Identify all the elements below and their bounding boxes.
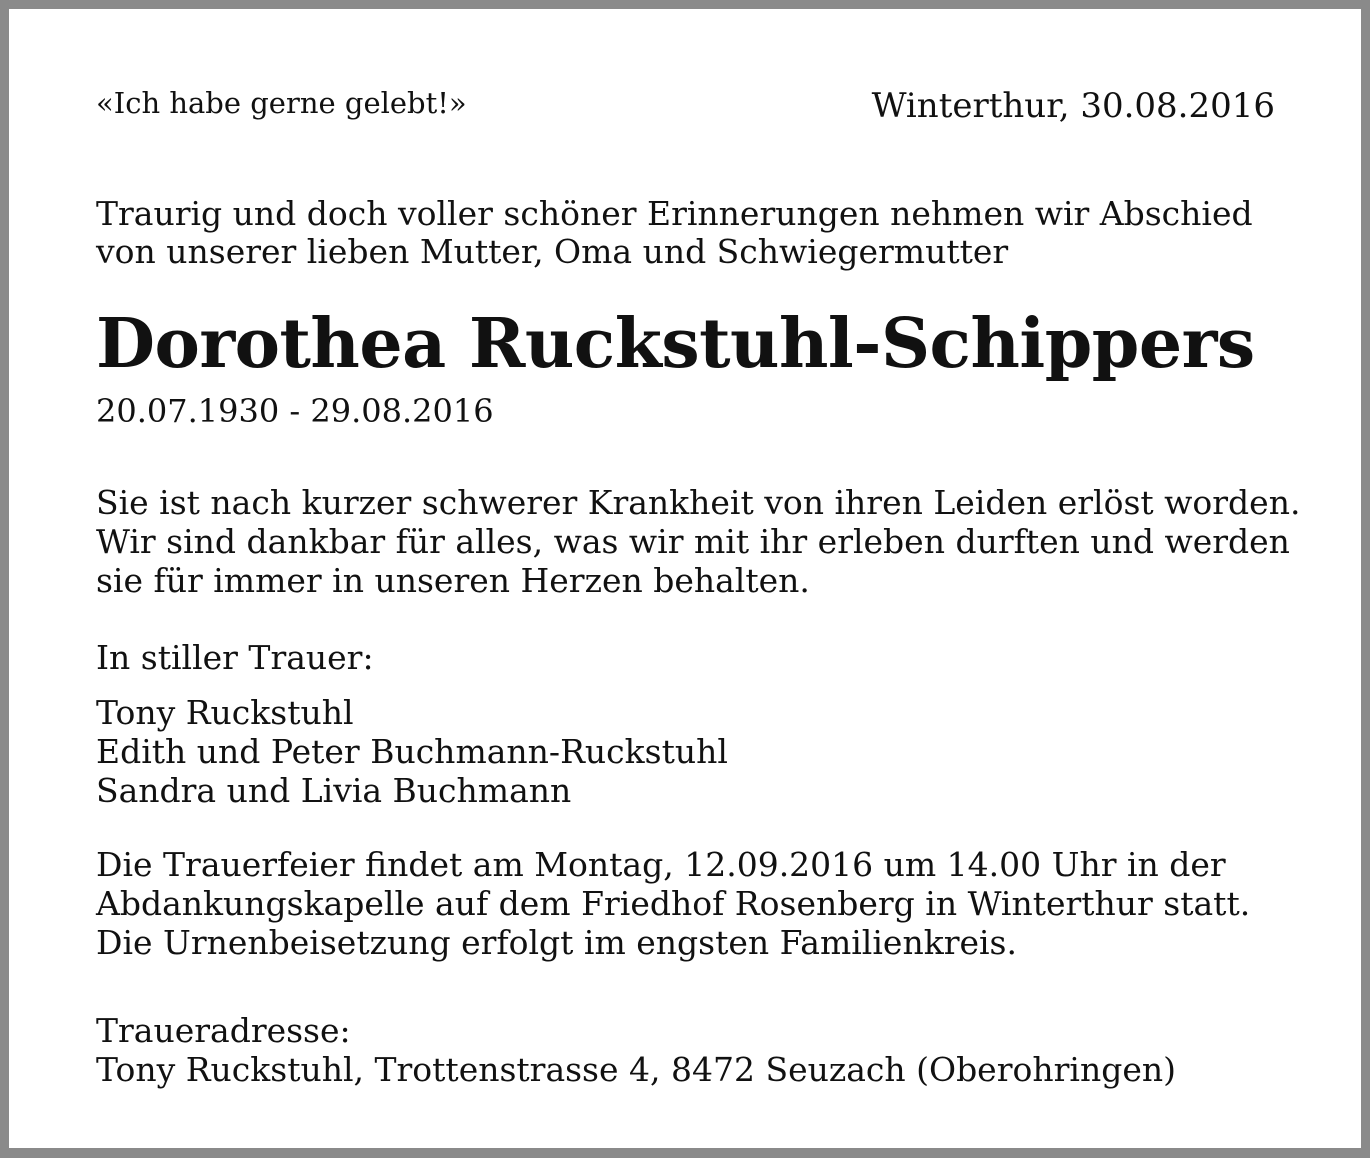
intro-line: von unserer lieben Mutter, Oma und Schwiegermutter: [96, 232, 1009, 271]
message-line: sie für immer in unseren Herzen behalten.: [96, 561, 810, 600]
mourners-list: [96, 693, 728, 810]
ceremony-info: [96, 845, 1250, 962]
mourner-name: Sandra und Livia Buchmann: [96, 771, 572, 810]
mourning-label: In stiller Trauer:: [96, 638, 374, 677]
mourning-address: Tony Ruckstuhl, Trottenstrasse 4, 8472 Seuzach (Oberohringen): [96, 1050, 1176, 1089]
lifespan-dates: 20.07.1930 - 29.08.2016: [96, 392, 494, 430]
mourner-name: Tony Ruckstuhl: [96, 693, 354, 732]
message-text: [96, 483, 1300, 600]
mourner-name: Edith und Peter Buchmann-Ruckstuhl: [96, 732, 728, 771]
place-and-date: Winterthur, 30.08.2016: [871, 86, 1275, 126]
intro-line: Traurig und doch voller schöner Erinnerungen nehmen wir Abschied: [96, 194, 1253, 233]
intro-text: [96, 195, 1253, 271]
deceased-name: Dorothea Ruckstuhl-Schippers: [96, 304, 1255, 384]
message-line: Sie ist nach kurzer schwerer Krankheit von ihren Leiden erlöst worden.: [96, 483, 1301, 522]
ceremony-line: Die Trauerfeier findet am Montag, 12.09.2016 um 14.00 Uhr in der: [96, 845, 1226, 884]
ceremony-line: Die Urnenbeisetzung erfolgt im engsten Familienkreis.: [96, 923, 1017, 962]
obituary-notice: [9, 9, 1361, 1148]
address-label: Traueradresse:: [96, 1011, 351, 1050]
message-line: Wir sind dankbar für alles, was wir mit ihr erleben durften und werden: [96, 522, 1290, 561]
motto-quote: «Ich habe gerne gelebt!»: [96, 86, 467, 120]
ceremony-line: Abdankungskapelle auf dem Friedhof Rosenberg in Winterthur statt.: [96, 884, 1251, 923]
